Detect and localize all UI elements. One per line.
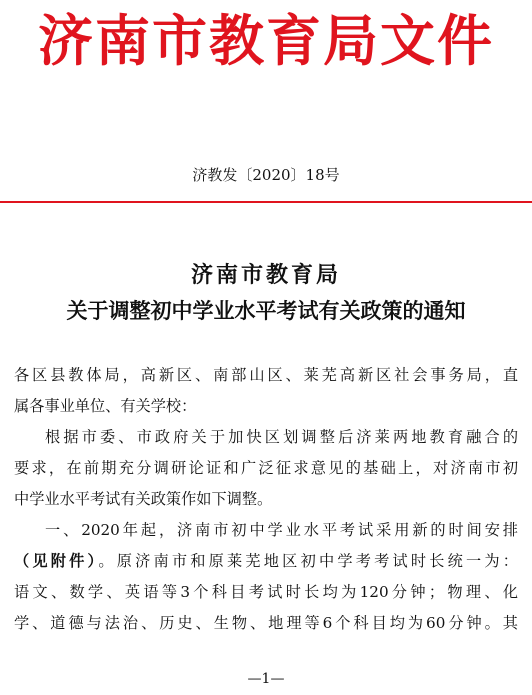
page-number: —1— [247,671,285,687]
red-divider-line [0,201,532,203]
document-number: 济教发〔2020〕18号 [192,166,340,184]
paragraph-line: 中学业水平考试有关政策作如下调整。 [14,490,273,508]
addressee-line: 各区县教体局，高新区、南部山区、莱芜高新区社会事务局，直 [14,366,518,384]
attachment-reference: （见附件） [14,552,99,570]
addressee-line: 属各事业单位、有关学校： [14,397,197,415]
notice-title-issuer: 济南市教育局 [190,263,341,288]
paragraph-line: 学、道德与法治、历史、生物、地理等6个科目均为60分钟。其 [14,614,518,632]
paragraph-line: 要求，在前期充分调研论证和广泛征求意见的基础上，对济南市初 [14,459,518,477]
paragraph-line: 语文、数学、英语等3个科目考试时长均为120分钟；物理、化 [14,583,518,601]
paragraph-line: 根据市委、市政府关于加快区划调整后济莱两地教育融合的 [45,428,518,446]
notice-body [0,360,532,639]
document-header-title: 济南市教育局文件 [37,9,494,73]
paragraph-text: 。原济南市和原莱芜地区初中学考考试时长统一为： [98,552,518,570]
paragraph-line: 一、2020年起，济南市初中学业水平考试采用新的时间安排 [45,521,518,539]
paragraph-line [0,546,532,577]
notice-title-subject: 关于调整初中学业水平考试有关政策的通知 [66,299,466,323]
